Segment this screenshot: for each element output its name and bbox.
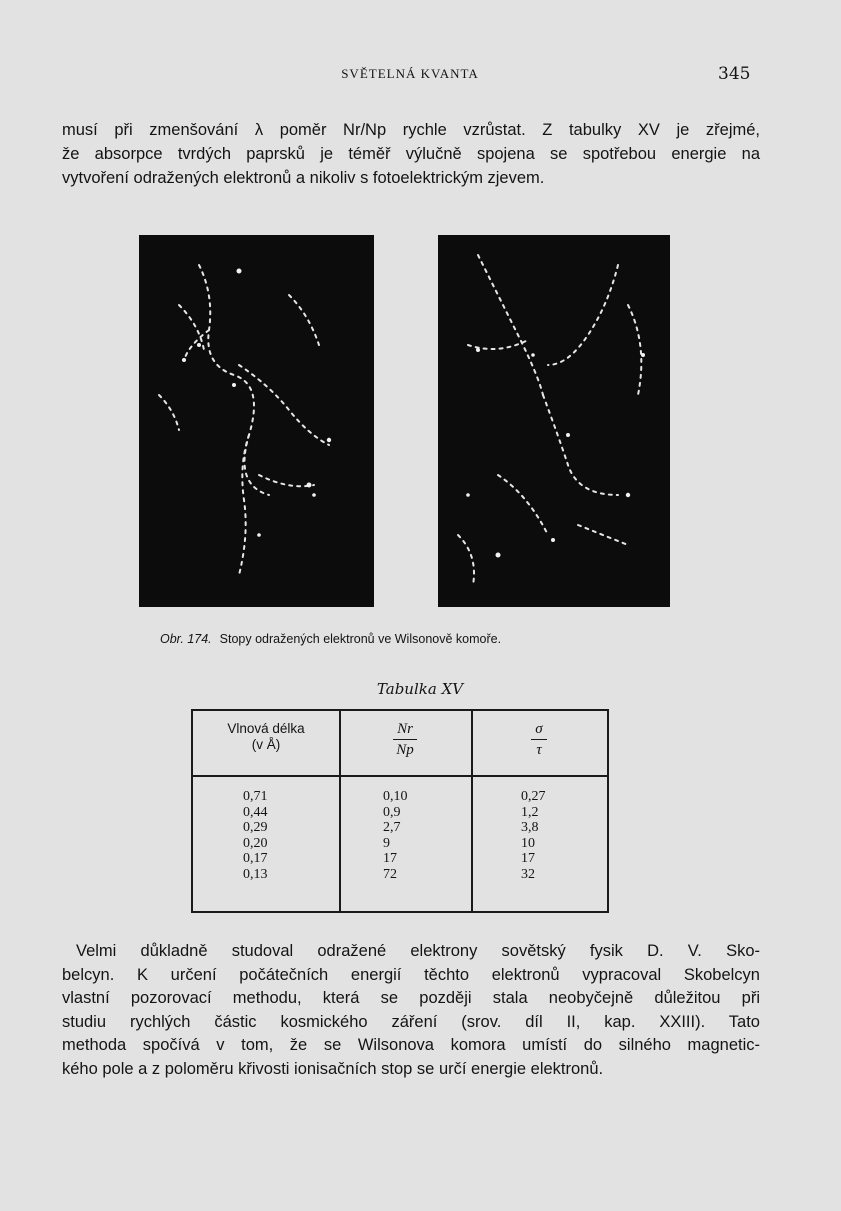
intro-paragraph xyxy=(62,118,760,190)
table-cell: 17 xyxy=(521,851,535,866)
data-table xyxy=(191,709,609,913)
table-cell: 0,44 xyxy=(243,804,268,820)
table-title: Tabulka XV xyxy=(376,680,464,698)
table-cell: 0,17 xyxy=(243,851,268,866)
header-wavelength-line1: Vlnová délka xyxy=(227,721,305,736)
table-cell: 32 xyxy=(521,866,535,882)
header-wavelength xyxy=(193,721,339,753)
running-header: SVĚTELNÁ KVANTA xyxy=(341,66,479,81)
table-cell: 9 xyxy=(383,835,390,851)
table-cell: 10 xyxy=(521,835,535,851)
ratio-n-column xyxy=(383,789,408,882)
header-wavelength-line2: (v Å) xyxy=(251,737,281,752)
header-ratio-n xyxy=(339,721,471,758)
table-cell: 0,71 xyxy=(243,789,268,804)
text-line: Velmi důkladně studoval odražené elektrony sovětský fysik D. V. Sko- xyxy=(76,942,760,960)
text-line: vlastní pozorovací methodu, která se později stala neobyčejně důležitou při xyxy=(62,989,760,1007)
ratio-n-denominator: Np xyxy=(396,742,414,758)
ratio-sigma-numerator: σ xyxy=(531,721,546,740)
table-cell: 0,10 xyxy=(383,789,408,804)
text-line: belcyn. K určení počátečních energií těchto elektronů vypracoval Skobelcyn xyxy=(62,965,760,984)
table-header-divider xyxy=(193,775,607,777)
table-cell: 72 xyxy=(383,866,397,882)
figure-caption-text: Stopy odražených elektronů ve Wilsonově komoře. xyxy=(219,632,502,646)
figure-caption xyxy=(160,632,700,646)
text-line: studiu rychlých částic kosmického záření (srov. díl II, kap. XXIII). Tato xyxy=(62,1012,760,1031)
table-cell: 0,29 xyxy=(243,820,268,835)
table-cell: 0,13 xyxy=(243,866,268,882)
header-ratio-sigma xyxy=(471,721,607,758)
ratio-n-numerator: Nr xyxy=(393,721,417,740)
table-cell: 17 xyxy=(383,851,397,866)
closing-paragraph xyxy=(62,940,760,1081)
ratio-sigma-denominator: τ xyxy=(536,742,542,758)
table-cell: 3,8 xyxy=(521,820,539,835)
page-number: 345 xyxy=(718,64,751,84)
cloud-chamber-photo-right xyxy=(438,235,670,607)
text-line: že absorpce tvrdých paprsků je téměř výlučně spojena se spotřebou energie na xyxy=(62,145,760,163)
table-cell: 0,27 xyxy=(521,789,546,804)
table-cell: 0,20 xyxy=(243,835,268,851)
text-line: methoda spočívá v tom, že se Wilsonova komora umístí do silného magnetic- xyxy=(62,1036,760,1054)
wavelength-column xyxy=(243,789,268,882)
text-line: kého pole a z poloměru křivosti ionisačních stop se určí energie elektronů. xyxy=(62,1059,604,1078)
table-cell: 2,7 xyxy=(383,820,401,835)
ratio-sigma-column xyxy=(521,789,546,882)
table-cell: 1,2 xyxy=(521,804,539,820)
cloud-chamber-photo-left xyxy=(139,235,374,607)
text-line: musí při zmenšování λ poměr Nr/Np rychle vzrůstat. Z tabulky XV je zřejmé, xyxy=(62,121,760,139)
text-line: vytvoření odražených elektronů a nikoliv s fotoelektrickým zjevem. xyxy=(62,169,545,187)
figure-caption-label: Obr. 174. xyxy=(160,632,212,646)
table-cell: 0,9 xyxy=(383,804,401,820)
